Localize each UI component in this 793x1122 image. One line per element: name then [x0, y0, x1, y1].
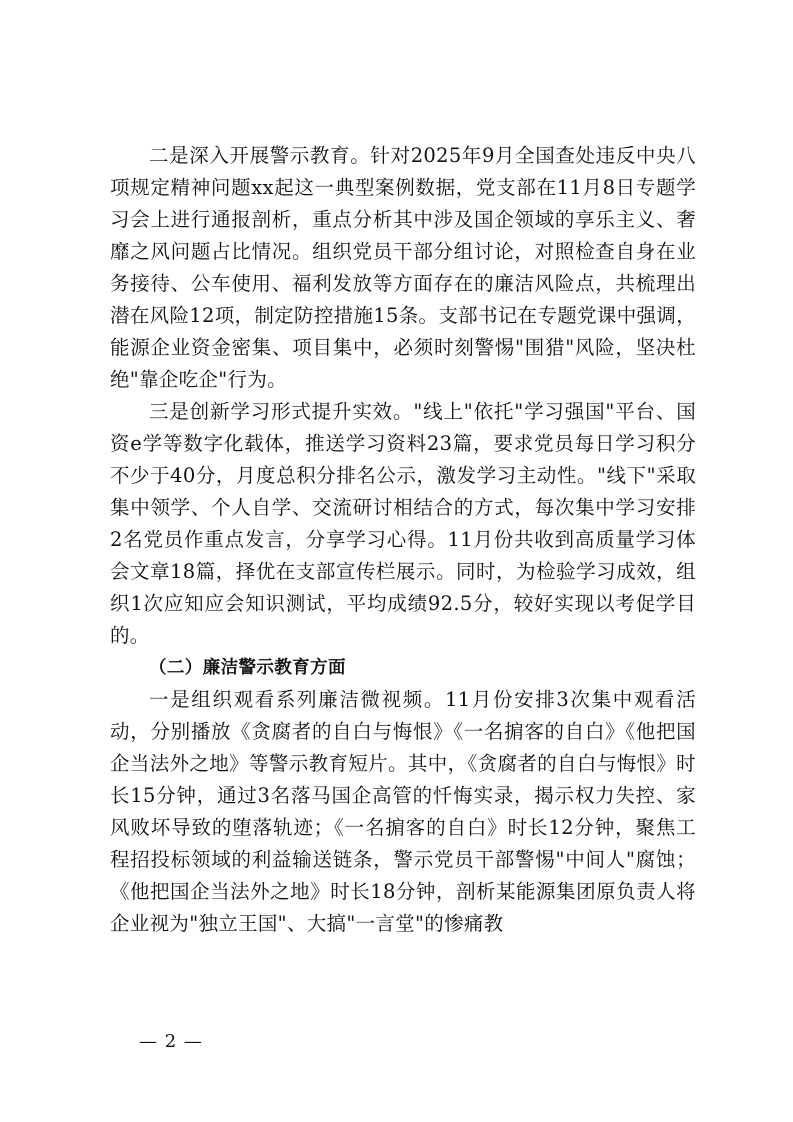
- paragraph-learning-form: 三是创新学习形式提升实效。"线上"依托"学习强国"平台、国资e学等数字化载体，推送学习资料23篇，要求党员每日学习积分不少于40分，月度总积分排名公示，激发学习主动性。"线下"采取集中领学、个人自学、交流研讨相结合的方式，每次集中学习安排2名党员作重点发言，分享学习心得。11月份共收到高质量学习体会文章18篇，择优在支部宣传栏展示。同时，为检验学习成效，组织1次应知应会知识测试，平均成绩92.5分，较好实现以考促学目的。: [110, 400, 696, 647]
- page-number: — 2 —: [139, 1031, 203, 1052]
- document-body: [110, 140, 696, 940]
- paragraph-integrity-videos: 一是组织观看系列廉洁微视频。11月份安排3次集中观看活动，分别播放《贪腐者的自白与悔恨》《一名掮客的自白》《他把国企当法外之地》等警示教育短片。其中，《贪腐者的自白与悔恨》时长15分钟，通过3名落马国企高管的忏悔实录，揭示权力失控、家风败坏导致的堕落轨迹；《一名掮客的自白》时长12分钟，聚焦工程招投标领域的利益输送链条，警示党员干部警惕"中间人"腐蚀；《他把国企当法外之地》时长18分钟，剖析某能源集团原负责人将企业视为"独立王国"、大搞"一言堂"的惨痛教: [110, 688, 696, 935]
- section-heading-integrity: （二）廉洁警示教育方面: [149, 658, 346, 678]
- paragraph-warning-education: 二是深入开展警示教育。针对2025年9月全国查处违反中央八项规定精神问题xx起这一典型案例数据，党支部在11月8日专题学习会上进行通报剖析，重点分析其中涉及国企领域的享乐主义、奢靡之风问题占比情况。组织党员干部分组讨论，对照检查自身在业务接待、公车使用、福利发放等方面存在的廉洁风险点，共梳理出潜在风险12项，制定防控措施15条。支部书记在专题党课中强调，能源企业资金密集、项目集中，必须时刻警惕"围猎"风险，坚决杜绝"靠企吃企"行为。: [110, 144, 696, 391]
